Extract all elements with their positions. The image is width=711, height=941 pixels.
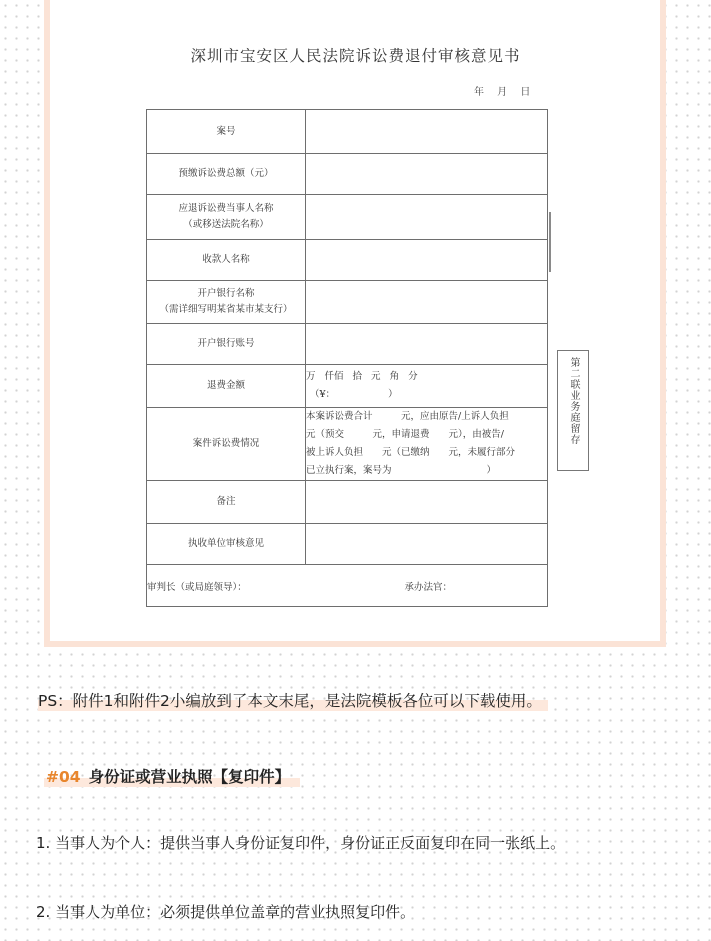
form-label (147, 195, 306, 240)
form-value (306, 195, 548, 240)
section-heading (44, 765, 300, 787)
ps-note: PS：附件1和附件2小编放到了本文末尾，是法院模板各位可以下载使用。 (38, 687, 548, 711)
form-row-remarks (147, 481, 548, 524)
side-stamp-text: 第二联业务庭留存 (568, 357, 579, 445)
form-row-refund-amount (147, 365, 548, 408)
case-info-line: 本案诉讼费合计 元，应由原告/上诉人负担 (306, 411, 509, 422)
form-label: 执收单位审核意见 (147, 524, 306, 565)
form-value (306, 524, 548, 565)
form-row-case-number (147, 110, 548, 154)
form-label: 备注 (147, 481, 306, 524)
presiding-judge-label: 审判长（或局庭领导）： (147, 581, 247, 593)
document-title: 深圳市宝安区人民法院诉讼费退付审核意见书 (190, 47, 521, 65)
form-row-prepaid-total (147, 154, 548, 195)
form-value (306, 110, 548, 154)
amount-value (306, 365, 548, 408)
form-row-refund-party (147, 195, 548, 240)
amount-units: 万 仟佰 拾 元 角 分 (306, 371, 418, 382)
form-label: 退费金额 (147, 365, 306, 408)
list-item: 2. 当事人为单位：必须提供单位盖章的营业执照复印件。 (36, 903, 416, 921)
list-item: 1. 当事人为个人：提供当事人身份证复印件，身份证正反面复印在同一张纸上。 (36, 834, 566, 852)
form-value (306, 281, 548, 324)
form-label-line: 应退诉讼费当事人名称 (178, 203, 274, 214)
form-row-review-opinion (147, 524, 548, 565)
form-label: 预缴诉讼费总额（元） (147, 154, 306, 195)
form-label: 开户银行账号 (147, 324, 306, 365)
section-title: 身份证或营业执照【复印件】 (88, 768, 291, 786)
refund-form-table (146, 109, 548, 607)
date-line: 年 月 日 (474, 87, 531, 98)
scan-mark (549, 212, 551, 272)
form-row-case-fee-info (147, 408, 548, 481)
form-label-line: 开户银行名称 (197, 288, 255, 299)
form-label-line: （需详细写明某省某市某支行） (159, 304, 293, 315)
form-label: 案号 (147, 110, 306, 154)
case-info-line: 被上诉人负担 元（已缴纳 元，未履行部分 (306, 447, 516, 458)
form-row-payee (147, 240, 548, 281)
form-label (147, 281, 306, 324)
form-row-bank-name (147, 281, 548, 324)
handling-judge-label: 承办法官： (404, 581, 453, 593)
form-row-signatures (147, 565, 548, 607)
case-info-line: 元（预交 元，申请退费 元），由被告/ (306, 429, 504, 440)
form-value (306, 154, 548, 195)
form-row-bank-account (147, 324, 548, 365)
form-value (306, 240, 548, 281)
form-label: 收款人名称 (147, 240, 306, 281)
form-value (306, 324, 548, 365)
form-label: 案件诉讼费情况 (147, 408, 306, 481)
form-value (306, 481, 548, 524)
signature-row (147, 565, 548, 607)
amount-yuan: （¥： ） (310, 389, 398, 400)
case-fee-info (306, 408, 548, 481)
form-label-line: （或移送法院名称） (183, 219, 269, 230)
section-number: #04 (46, 768, 81, 786)
case-info-line: 已立执行案，案号为 ） (306, 465, 497, 476)
side-copy-stamp (557, 350, 589, 471)
